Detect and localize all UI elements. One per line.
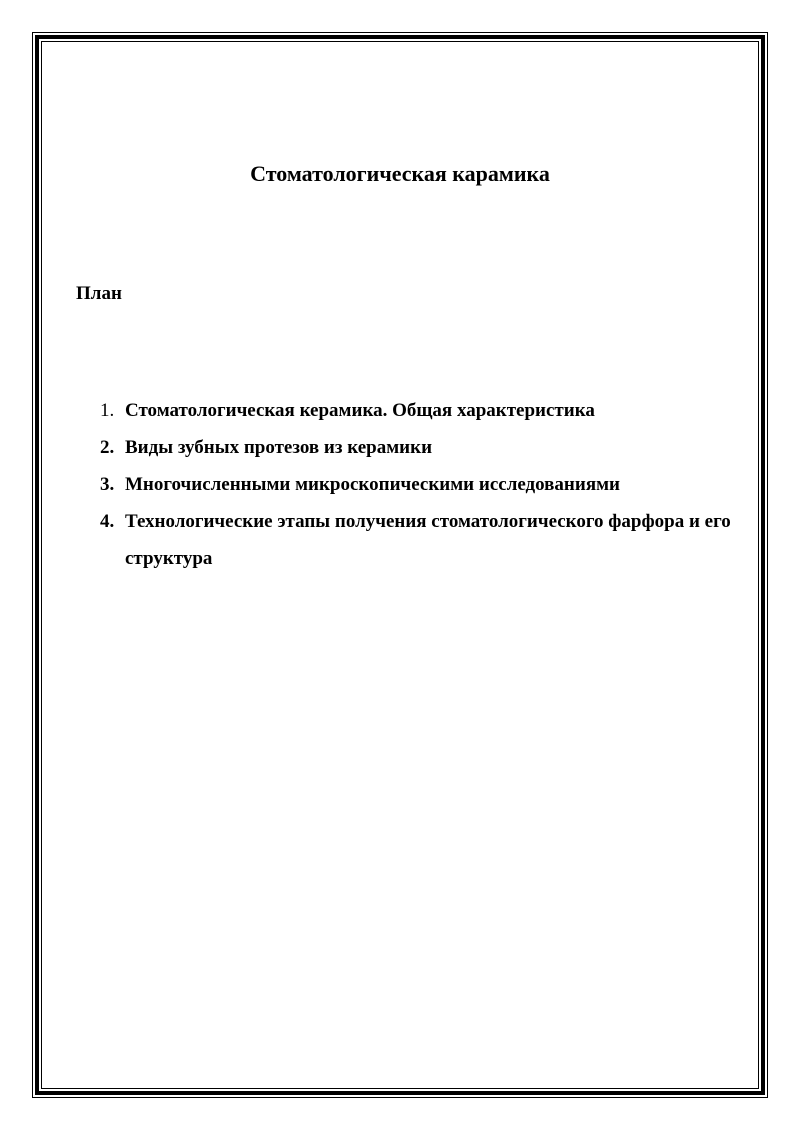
- plan-heading: План: [76, 283, 122, 304]
- plan-item-number: 2.: [100, 437, 115, 458]
- plan-item-text: Виды зубных протезов из керамики: [125, 437, 433, 458]
- plan-item-text: Технологические этапы получения стоматологического фарфора и его структура: [125, 511, 731, 569]
- plan-item-number: 4.: [100, 511, 115, 532]
- plan-item-number: 1.: [100, 400, 115, 421]
- document-title: Стоматологическая карамика: [250, 161, 550, 186]
- plan-item: [96, 429, 736, 466]
- plan-item: [96, 466, 736, 503]
- plan-item-text: Стоматологическая керамика. Общая характеристика: [125, 400, 595, 421]
- plan-item: [96, 392, 736, 429]
- plan-item-number: 3.: [100, 474, 115, 495]
- plan-item-text: Многочисленными микроскопическими исследованиями: [125, 474, 620, 495]
- plan-item: [96, 503, 736, 577]
- plan-list: [96, 392, 736, 577]
